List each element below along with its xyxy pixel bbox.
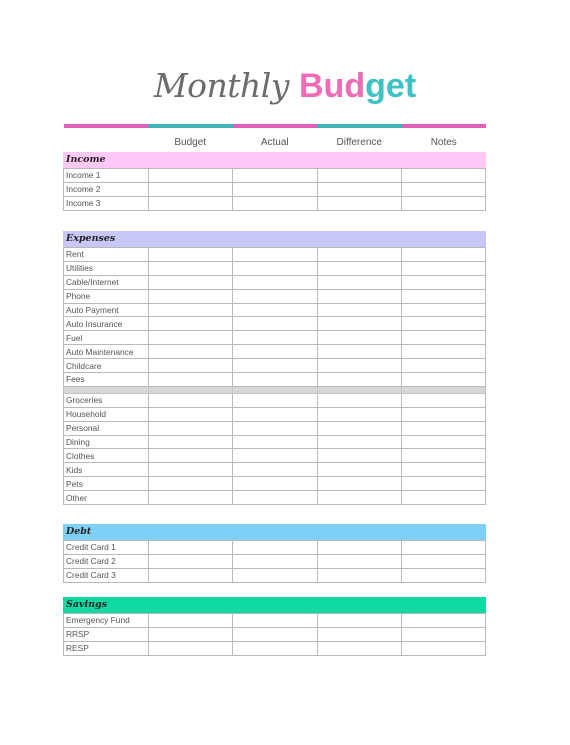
difference-cell[interactable] (317, 182, 401, 196)
difference-cell[interactable] (317, 641, 401, 655)
actual-cell[interactable] (233, 289, 317, 303)
actual-cell[interactable] (233, 541, 317, 555)
income-row (64, 169, 486, 183)
difference-cell[interactable] (317, 359, 401, 373)
budget-cell[interactable] (149, 614, 233, 628)
budget-cell[interactable] (149, 449, 233, 463)
budget-cell[interactable] (149, 196, 233, 210)
row-label: Utilities (64, 261, 149, 275)
row-label: Phone (64, 289, 149, 303)
title-letter: B (298, 67, 324, 105)
notes-cell[interactable] (401, 169, 485, 183)
expenses-b-row (64, 491, 486, 505)
row-label: Income 3 (64, 196, 149, 210)
budget-cell[interactable] (149, 317, 233, 331)
notes-cell[interactable] (401, 463, 485, 477)
expenses-heading: Expenses (63, 231, 486, 247)
difference-cell[interactable] (317, 345, 401, 359)
notes-cell[interactable] (401, 275, 485, 289)
actual-cell[interactable] (233, 491, 317, 505)
difference-cell[interactable] (317, 289, 401, 303)
actual-cell[interactable] (233, 359, 317, 373)
actual-cell[interactable] (233, 463, 317, 477)
row-label: Personal (64, 421, 149, 435)
title-letter: g (365, 67, 386, 105)
difference-cell[interactable] (317, 169, 401, 183)
expenses-b-row (64, 477, 486, 491)
row-label: Household (64, 407, 149, 421)
title-letter: t (404, 67, 417, 105)
budget-cell[interactable] (149, 373, 233, 387)
notes-cell[interactable] (401, 614, 485, 628)
actual-cell[interactable] (233, 421, 317, 435)
notes-cell[interactable] (401, 449, 485, 463)
actual-cell[interactable] (233, 554, 317, 568)
budget-cell[interactable] (149, 407, 233, 421)
income-row (64, 196, 486, 210)
debt-section (63, 524, 486, 583)
budget-cell[interactable] (149, 491, 233, 505)
column-header-difference: Difference (336, 137, 382, 148)
actual-cell[interactable] (233, 435, 317, 449)
expenses-b-row (64, 463, 486, 477)
row-label: Groceries (64, 393, 149, 407)
actual-cell[interactable] (233, 182, 317, 196)
difference-cell[interactable] (317, 449, 401, 463)
expenses-row (64, 331, 486, 345)
expenses-row (64, 289, 486, 303)
budget-cell[interactable] (149, 169, 233, 183)
budget-cell[interactable] (149, 248, 233, 262)
notes-cell[interactable] (401, 407, 485, 421)
notes-cell[interactable] (401, 393, 485, 407)
row-label: Other (64, 491, 149, 505)
notes-cell[interactable] (401, 317, 485, 331)
budget-cell[interactable] (149, 359, 233, 373)
debt-row (64, 568, 486, 582)
row-label: Pets (64, 477, 149, 491)
row-label: Dining (64, 435, 149, 449)
difference-cell[interactable] (317, 393, 401, 407)
row-label: Kids (64, 463, 149, 477)
budget-cell[interactable] (149, 421, 233, 435)
divider-row (64, 386, 486, 393)
actual-cell[interactable] (233, 407, 317, 421)
title-budget (299, 67, 416, 105)
row-label: Emergency Fund (64, 614, 149, 628)
notes-cell[interactable] (401, 345, 485, 359)
notes-cell[interactable] (401, 541, 485, 555)
notes-cell[interactable] (401, 435, 485, 449)
income-table (63, 168, 486, 211)
row-label: Credit Card 2 (64, 554, 149, 568)
budget-cell[interactable] (149, 182, 233, 196)
expenses-b-row (64, 435, 486, 449)
expenses-row (64, 345, 486, 359)
savings-table (63, 613, 486, 656)
title-monthly: Monthly (153, 66, 289, 105)
row-label: RESP (64, 641, 149, 655)
notes-cell[interactable] (401, 627, 485, 641)
notes-cell[interactable] (401, 421, 485, 435)
budget-cell[interactable] (149, 261, 233, 275)
notes-cell[interactable] (401, 359, 485, 373)
actual-cell[interactable] (233, 641, 317, 655)
difference-cell[interactable] (317, 421, 401, 435)
budget-cell[interactable] (149, 463, 233, 477)
color-bar-segment (148, 124, 232, 128)
expenses-row (64, 248, 486, 262)
difference-cell[interactable] (317, 317, 401, 331)
expenses-divider (64, 386, 486, 393)
difference-cell[interactable] (317, 196, 401, 210)
row-label: Auto Payment (64, 303, 149, 317)
expenses-row (64, 373, 486, 387)
actual-cell[interactable] (233, 248, 317, 262)
title-letter: u (323, 67, 345, 105)
color-bar-segment (64, 124, 148, 128)
difference-cell[interactable] (317, 331, 401, 345)
difference-cell[interactable] (317, 568, 401, 582)
actual-cell[interactable] (233, 303, 317, 317)
row-label: Auto Insurance (64, 317, 149, 331)
difference-cell[interactable] (317, 435, 401, 449)
savings-row (64, 614, 486, 628)
column-header-budget: Budget (174, 137, 207, 148)
page-title (0, 64, 570, 108)
difference-cell[interactable] (317, 614, 401, 628)
budget-cell[interactable] (149, 393, 233, 407)
debt-row (64, 554, 486, 568)
notes-cell[interactable] (401, 554, 485, 568)
row-label: Fuel (64, 331, 149, 345)
color-bar-segment (317, 124, 401, 128)
budget-cell[interactable] (149, 568, 233, 582)
row-label: Fees (64, 373, 149, 387)
notes-cell[interactable] (401, 477, 485, 491)
actual-cell[interactable] (233, 317, 317, 331)
budget-cell[interactable] (149, 331, 233, 345)
difference-cell[interactable] (317, 463, 401, 477)
notes-cell[interactable] (401, 289, 485, 303)
difference-cell[interactable] (317, 627, 401, 641)
row-label: Auto Maintenance (64, 345, 149, 359)
savings-section (63, 597, 486, 656)
income-section (63, 152, 486, 211)
expenses-section (63, 231, 486, 505)
color-bar-segment (402, 124, 486, 128)
difference-cell[interactable] (317, 303, 401, 317)
difference-cell[interactable] (317, 373, 401, 387)
budget-cell[interactable] (149, 541, 233, 555)
notes-cell[interactable] (401, 182, 485, 196)
actual-cell[interactable] (233, 345, 317, 359)
actual-cell[interactable] (233, 169, 317, 183)
difference-cell[interactable] (317, 248, 401, 262)
row-label: Clothes (64, 449, 149, 463)
color-bar-segment (233, 124, 317, 128)
actual-cell[interactable] (233, 477, 317, 491)
expenses-b-row (64, 393, 486, 407)
row-label: RRSP (64, 627, 149, 641)
expenses-row (64, 359, 486, 373)
budget-cell[interactable] (149, 627, 233, 641)
notes-cell[interactable] (401, 568, 485, 582)
row-label: Childcare (64, 359, 149, 373)
difference-cell[interactable] (317, 407, 401, 421)
notes-cell[interactable] (401, 303, 485, 317)
notes-cell[interactable] (401, 196, 485, 210)
notes-cell[interactable] (401, 248, 485, 262)
expenses-table (63, 247, 486, 505)
actual-cell[interactable] (233, 196, 317, 210)
income-heading: Income (63, 152, 486, 168)
notes-cell[interactable] (401, 641, 485, 655)
expenses-row (64, 303, 486, 317)
budget-cell[interactable] (149, 275, 233, 289)
budget-cell[interactable] (149, 477, 233, 491)
expenses-row (64, 261, 486, 275)
row-label: Cable/Internet (64, 275, 149, 289)
income-row (64, 182, 486, 196)
budget-cell[interactable] (149, 289, 233, 303)
budget-cell[interactable] (149, 345, 233, 359)
difference-cell[interactable] (317, 491, 401, 505)
difference-cell[interactable] (317, 477, 401, 491)
budget-cell[interactable] (149, 435, 233, 449)
column-header-notes: Notes (430, 137, 457, 148)
row-label: Rent (64, 248, 149, 262)
notes-cell[interactable] (401, 491, 485, 505)
debt-heading: Debt (63, 524, 486, 540)
difference-cell[interactable] (317, 275, 401, 289)
actual-cell[interactable] (233, 261, 317, 275)
notes-cell[interactable] (401, 331, 485, 345)
row-label: Income 2 (64, 182, 149, 196)
savings-row (64, 627, 486, 641)
actual-cell[interactable] (233, 331, 317, 345)
decorative-color-bar (64, 124, 486, 128)
row-label: Credit Card 3 (64, 568, 149, 582)
difference-cell[interactable] (317, 554, 401, 568)
actual-cell[interactable] (233, 568, 317, 582)
expenses-b-row (64, 449, 486, 463)
budget-cell[interactable] (149, 303, 233, 317)
column-header-actual: Actual (260, 137, 289, 148)
debt-table (63, 540, 486, 583)
notes-cell[interactable] (401, 373, 485, 387)
actual-cell[interactable] (233, 627, 317, 641)
savings-row (64, 641, 486, 655)
difference-cell[interactable] (317, 261, 401, 275)
column-headers (148, 137, 486, 148)
expenses-row (64, 317, 486, 331)
expenses-row (64, 275, 486, 289)
title-letter: e (385, 67, 405, 105)
budget-cell[interactable] (149, 554, 233, 568)
notes-cell[interactable] (401, 261, 485, 275)
savings-heading: Savings (63, 597, 486, 613)
budget-cell[interactable] (149, 641, 233, 655)
actual-cell[interactable] (233, 275, 317, 289)
title-letter: d (344, 67, 366, 105)
actual-cell[interactable] (233, 373, 317, 387)
difference-cell[interactable] (317, 541, 401, 555)
expenses-b-row (64, 421, 486, 435)
actual-cell[interactable] (233, 614, 317, 628)
expenses-b-row (64, 407, 486, 421)
actual-cell[interactable] (233, 449, 317, 463)
row-label: Credit Card 1 (64, 541, 149, 555)
actual-cell[interactable] (233, 393, 317, 407)
debt-row (64, 541, 486, 555)
row-label: Income 1 (64, 169, 149, 183)
